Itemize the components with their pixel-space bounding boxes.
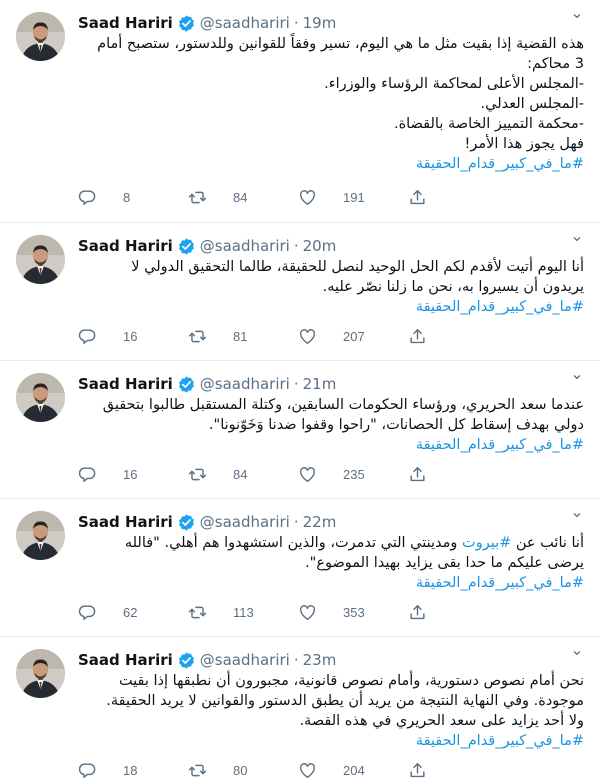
hashtag-link[interactable]: #ما_في_كبير_قدام_الحقيقة	[415, 437, 584, 453]
verified-badge-icon	[177, 513, 196, 532]
author-handle[interactable]: @saadhariri	[199, 14, 290, 32]
like-icon	[298, 327, 329, 346]
tweet-text	[78, 533, 584, 593]
share-button[interactable]	[408, 465, 518, 484]
retweet-count: 81	[233, 328, 248, 344]
share-icon	[408, 603, 439, 622]
author-name[interactable]: Saad Hariri	[78, 375, 173, 393]
like-button[interactable]	[298, 327, 408, 346]
share-icon	[408, 761, 439, 780]
tweet-text	[78, 671, 584, 751]
tweet[interactable]	[0, 637, 600, 784]
retweet-button[interactable]	[188, 761, 298, 780]
reply-count: 62	[123, 604, 138, 620]
tweet-text	[78, 395, 584, 455]
share-button[interactable]	[408, 327, 518, 346]
reply-count: 18	[123, 762, 138, 778]
retweet-icon	[188, 761, 219, 780]
tweet-text-segment: ومدينتي التي تدمرت، والذين استشهدوا هم أهلي. "فالله	[124, 535, 463, 551]
tweet-line: موجودة. وفي النهاية النتيجة من يريد أن يطبق الدستور والقوانين لا يريد الحقيقة.	[106, 693, 584, 709]
verified-badge-icon	[177, 651, 196, 670]
like-count: 191	[343, 189, 365, 205]
retweet-count: 84	[233, 189, 248, 205]
hashtag-link[interactable]: #ما_في_كبير_قدام_الحقيقة	[415, 156, 584, 172]
reply-button[interactable]	[78, 761, 188, 780]
tweet-line: -المجلس العدلي.	[480, 96, 584, 112]
separator-dot: ·	[293, 651, 299, 669]
tweet[interactable]	[0, 499, 600, 637]
tweet-actions	[78, 326, 518, 346]
like-button[interactable]	[298, 188, 408, 207]
chevron-down-icon[interactable]: ⌄	[570, 226, 584, 245]
author-handle[interactable]: @saadhariri	[199, 651, 290, 669]
retweet-count: 84	[233, 466, 248, 482]
like-button[interactable]	[298, 761, 408, 780]
chevron-down-icon[interactable]: ⌄	[570, 502, 584, 521]
tweet-actions	[78, 464, 518, 484]
tweet-actions	[78, 602, 518, 622]
hashtag-link[interactable]: #ما_في_كبير_قدام_الحقيقة	[415, 299, 584, 315]
tweet-line: فهل يجوز هذا الأمر!	[464, 136, 584, 152]
like-icon	[298, 188, 329, 207]
reply-icon	[78, 188, 109, 207]
tweet-line: عندما سعد الحريري، ورؤساء الحكومات السابقين، وكتلة المستقبل طالبوا بتحقيق	[102, 397, 584, 413]
author-name[interactable]: Saad Hariri	[78, 651, 173, 669]
tweet-line: يريدون أن يسيروا به، نحن ما زلنا نصّر عليه.	[322, 279, 584, 295]
reply-count: 16	[123, 466, 138, 482]
avatar[interactable]	[16, 373, 65, 422]
share-icon	[408, 188, 439, 207]
like-button[interactable]	[298, 603, 408, 622]
tweet[interactable]	[0, 361, 600, 499]
hashtag-link[interactable]: #ما_في_كبير_قدام_الحقيقة	[415, 733, 584, 749]
avatar[interactable]	[16, 649, 65, 698]
tweet-line: أنا اليوم أتيت لأقدم لكم الحل الوحيد لنصل للحقيقة، طالما التحقيق الدولي لا	[131, 259, 584, 275]
tweet-actions	[78, 187, 518, 207]
chevron-down-icon[interactable]: ⌄	[570, 3, 584, 22]
like-count: 204	[343, 762, 365, 778]
separator-dot: ·	[293, 14, 299, 32]
share-button[interactable]	[408, 761, 518, 780]
verified-badge-icon	[177, 14, 196, 33]
retweet-icon	[188, 327, 219, 346]
retweet-button[interactable]	[188, 327, 298, 346]
share-button[interactable]	[408, 188, 518, 207]
reply-icon	[78, 603, 109, 622]
timestamp[interactable]: 23m	[302, 651, 337, 669]
share-icon	[408, 327, 439, 346]
retweet-count: 80	[233, 762, 248, 778]
tweet[interactable]	[0, 0, 600, 223]
author-name[interactable]: Saad Hariri	[78, 513, 173, 531]
tweet-header	[78, 12, 584, 34]
like-button[interactable]	[298, 465, 408, 484]
reply-icon	[78, 761, 109, 780]
chevron-down-icon[interactable]: ⌄	[570, 364, 584, 383]
verified-badge-icon	[177, 375, 196, 394]
avatar[interactable]	[16, 235, 65, 284]
tweet-text-segment: أنا نائب عن	[511, 535, 584, 551]
like-icon	[298, 603, 329, 622]
share-button[interactable]	[408, 603, 518, 622]
reply-button[interactable]	[78, 188, 188, 207]
reply-button[interactable]	[78, 603, 188, 622]
author-name[interactable]: Saad Hariri	[78, 237, 173, 255]
tweet-actions	[78, 760, 518, 780]
tweet-line: نحن أمام نصوص دستورية، وأمام نصوص قانونية، مجبورون أن نطبقها إذا بقيت	[118, 673, 584, 689]
tweet-text	[78, 34, 584, 174]
tweet-header	[78, 649, 584, 671]
hashtag-link[interactable]: #ما_في_كبير_قدام_الحقيقة	[415, 575, 584, 591]
separator-dot: ·	[293, 237, 299, 255]
author-handle[interactable]: @saadhariri	[199, 513, 290, 531]
like-count: 207	[343, 328, 365, 344]
tweet-line	[78, 533, 584, 553]
author-handle[interactable]: @saadhariri	[199, 375, 290, 393]
verified-badge-icon	[177, 237, 196, 256]
retweet-icon	[188, 188, 219, 207]
retweet-button[interactable]	[188, 188, 298, 207]
timestamp[interactable]: 19m	[302, 14, 337, 32]
avatar[interactable]	[16, 511, 65, 560]
chevron-down-icon[interactable]: ⌄	[570, 640, 584, 659]
share-icon	[408, 465, 439, 484]
like-icon	[298, 761, 329, 780]
tweet-header	[78, 235, 584, 257]
like-count: 235	[343, 466, 365, 482]
reply-button[interactable]	[78, 327, 188, 346]
tweet-line: يرضى عليكم ما حدا بقى يزايد بهيدا الموضوع".	[305, 555, 584, 571]
retweet-button[interactable]	[188, 465, 298, 484]
timestamp[interactable]: 20m	[302, 237, 337, 255]
like-count: 353	[343, 604, 365, 620]
retweet-count: 113	[233, 604, 254, 620]
tweet-text	[78, 257, 584, 317]
reply-icon	[78, 465, 109, 484]
reply-count: 8	[123, 189, 131, 205]
reply-count: 16	[123, 328, 138, 344]
reply-button[interactable]	[78, 465, 188, 484]
tweet-line: هذه القضية إذا بقيت مثل ما هي اليوم، تسير وفقاً للقوانين وللدستور، ستصبح أمام	[97, 36, 584, 52]
retweet-icon	[188, 603, 219, 622]
timestamp[interactable]: 22m	[302, 513, 337, 531]
separator-dot: ·	[293, 513, 299, 531]
retweet-icon	[188, 465, 219, 484]
separator-dot: ·	[293, 375, 299, 393]
retweet-button[interactable]	[188, 603, 298, 622]
author-name[interactable]: Saad Hariri	[78, 14, 173, 32]
avatar[interactable]	[16, 12, 65, 61]
tweet-line: -المجلس الأعلى لمحاكمة الرؤساء والوزراء.	[324, 76, 584, 92]
tweet-line: -محكمة التمييز الخاصة بالقضاة.	[393, 116, 584, 132]
tweet-header	[78, 373, 584, 395]
hashtag-link[interactable]: #بيروت	[462, 535, 512, 551]
timestamp[interactable]: 21m	[302, 375, 337, 393]
tweet[interactable]	[0, 223, 600, 361]
like-icon	[298, 465, 329, 484]
reply-icon	[78, 327, 109, 346]
tweet-line: دولي بهدف إسقاط كل الحصانات، "راحوا وقفوا ضدنا وَخَوّنونا".	[208, 417, 584, 433]
author-handle[interactable]: @saadhariri	[199, 237, 290, 255]
tweet-header	[78, 511, 584, 533]
tweet-line: 3 محاكم:	[527, 56, 584, 72]
tweet-line: ولا أحد يزايد على سعد الحريري في هذه القصة.	[299, 713, 584, 729]
